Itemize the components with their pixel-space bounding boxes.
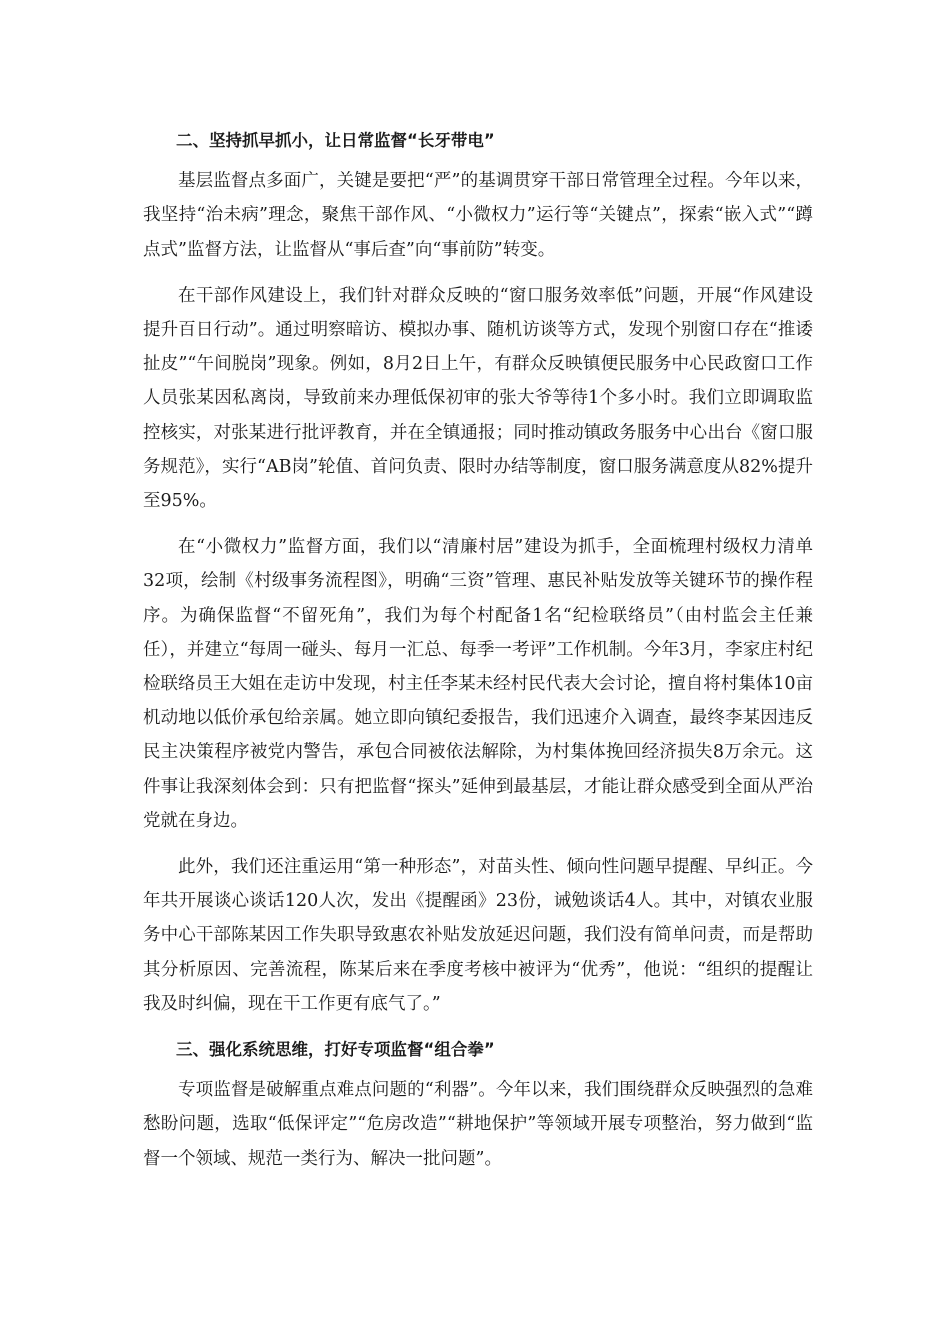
paragraph: 基层监督点多面广，关键是要把“严”的基调贯穿干部日常管理全过程。今年以来，我坚持“治未病”理念，聚焦干部作风、“小微权力”运行等“关键点”，探索“嵌入式”“蹲点式”监督方法，让监督从“事后查”向“事前防”转变。 xyxy=(143,171,813,260)
paragraph: 在“小微权力”监督方面，我们以“清廉村居”建设为抓手，全面梳理村级权力清单32项，绘制《村级事务流程图》，明确“三资”管理、惠民补贴发放等关键环节的操作程序。为确保监督“不留死角”，我们为每个村配备1名“纪检联络员”（由村监会主任兼任），并建立“每周一碰头、每月一汇总、每季一考评”工作机制。今年3月，李家庄村纪检联络员王大姐在走访中发现，村主任李某未经村民代表大会讨论，擅自将村集体10亩机动地以低价承包给亲属。她立即向镇纪委报告，我们迅速介入调查，最终李某因违反民主决策程序被党内警告，承包合同被依法解除，为村集体挽回经济损失8万余元。这件事让我深刻体会到：只有把监督“探头”延伸到最基层，才能让群众感受到全面从严治党就在身边。 xyxy=(143,537,813,831)
paragraph: 此外，我们还注重运用“第一种形态”，对苗头性、倾向性问题早提醒、早纠正。今年共开展谈心谈话120人次，发出《提醒函》23份，诫勉谈话4人。其中，对镇农业服务中心干部陈某因工作失职导致惠农补贴发放延迟问题，我们没有简单问责，而是帮助其分析原因、完善流程，陈某后来在季度考核中被评为“优秀”，他说：“组织的提醒让我及时纠偏，现在干工作更有底气了。” xyxy=(143,857,813,1014)
section-heading-3: 三、强化系统思维，打好专项监督“组合拳” xyxy=(176,1040,495,1060)
document-body xyxy=(143,124,813,1188)
section-heading-2: 二、坚持抓早抓小，让日常监督“长牙带电” xyxy=(176,131,495,150)
paragraph: 专项监督是破解重点难点问题的“利器”。今年以来，我们围绕群众反映强烈的急难愁盼问题，选取“低保评定”“危房改造”“耕地保护”等领域开展专项整治，努力做到“监督一个领域、规范一类行为、解决一批问题”。 xyxy=(143,1080,813,1169)
paragraph: 在干部作风建设上，我们针对群众反映的“窗口服务效率低”问题，开展“作风建设提升百日行动”。通过明察暗访、模拟办事、随机访谈等方式，发现个别窗口存在“推诿扯皮”“午间脱岗”现象。例如，8月2日上午，有群众反映镇便民服务中心民政窗口工作人员张某因私离岗，导致前来办理低保初审的张大爷等待1个多小时。我们立即调取监控核实，对张某进行批评教育，并在全镇通报；同时推动镇政务服务中心出台《窗口服务规范》，实行“AB岗”轮值、首问负责、限时办结等制度，窗口服务满意度从82%提升至95%。 xyxy=(143,285,813,512)
